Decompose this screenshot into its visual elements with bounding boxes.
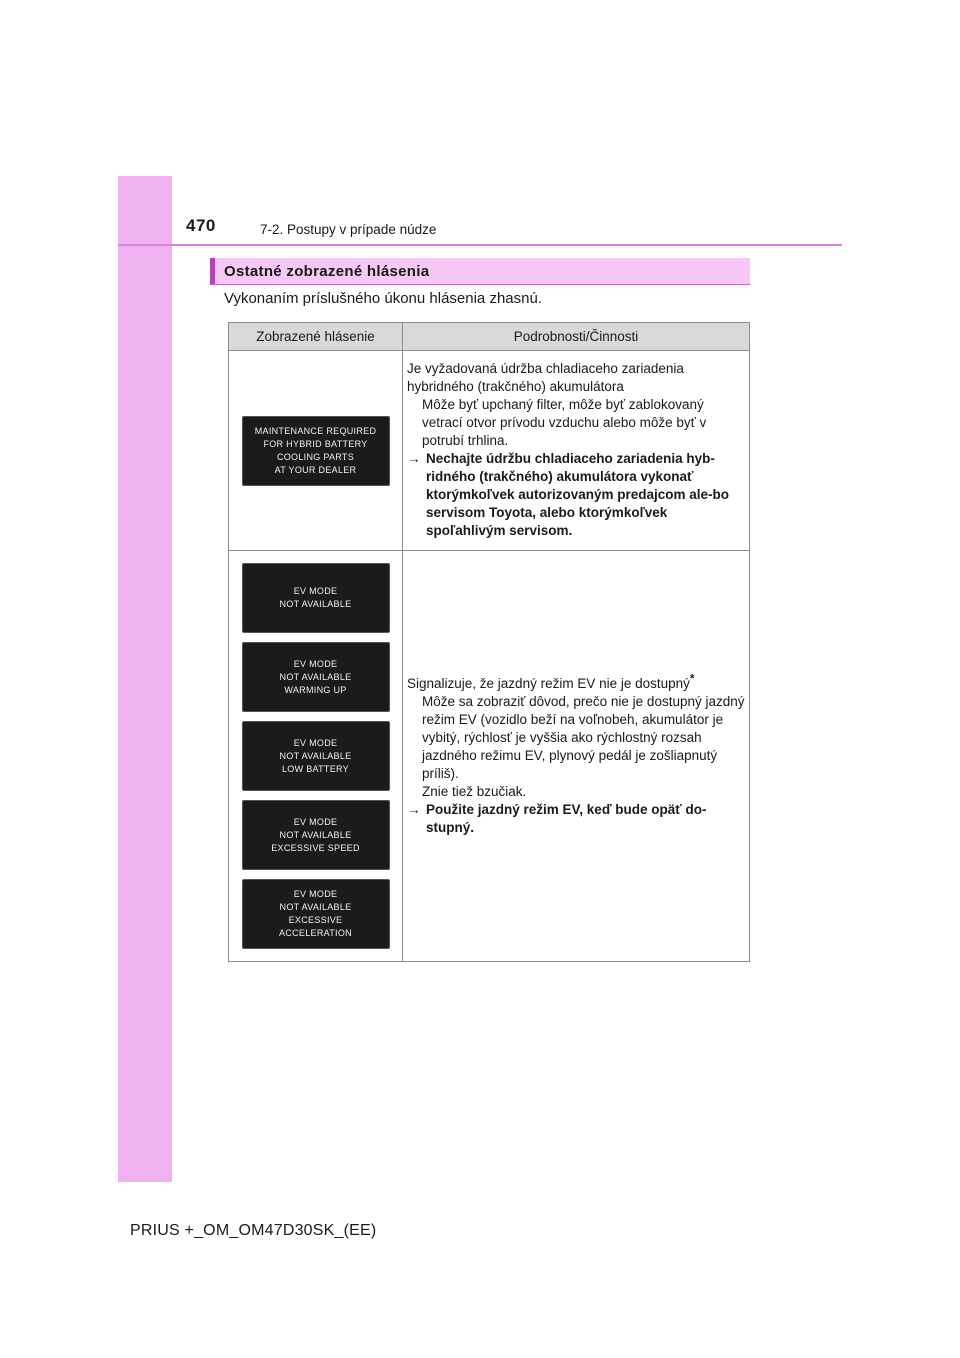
details-cell xyxy=(403,351,750,551)
screen-line: EV MODE xyxy=(293,658,338,669)
details-summary: Je vyžadovaná údržba chladiaceho zariadenia hybridného (trakčného) akumulátora xyxy=(407,361,684,394)
display-screen-ev-low-battery xyxy=(242,721,390,791)
screen-line: NOT AVAILABLE xyxy=(279,750,352,761)
section-heading-accent xyxy=(210,258,215,284)
screen-line: EV MODE xyxy=(293,816,338,827)
section-heading-bar xyxy=(210,258,750,285)
column-header-display: Zobrazené hlásenie xyxy=(229,323,403,351)
table-row xyxy=(229,351,750,551)
screen-line: ACCELERATION xyxy=(279,928,352,938)
display-screen-ev-excessive-speed xyxy=(242,800,390,870)
table-row xyxy=(229,551,750,962)
screen-line: EV MODE xyxy=(293,737,338,748)
summary-text: Signalizuje, že jazdný režim EV nie je dostupný xyxy=(407,675,690,691)
details-buzzer: Znie tiež bzučiak. xyxy=(422,783,527,799)
screen-line: EXCESSIVE xyxy=(288,915,343,925)
display-cell xyxy=(229,351,403,551)
screen-line: WARMING UP xyxy=(284,684,347,695)
arrow-icon: → xyxy=(407,451,421,466)
arrow-icon: → xyxy=(407,801,421,817)
page-number: 470 xyxy=(186,216,216,235)
screen-line: EV MODE xyxy=(293,889,338,899)
details-cell xyxy=(403,551,750,962)
screen-line: NOT AVAILABLE xyxy=(279,902,352,912)
screen-line: NOT AVAILABLE xyxy=(279,829,352,840)
display-screens-stack xyxy=(229,551,402,961)
screen-line: LOW BATTERY xyxy=(282,763,349,774)
section-intro: Vykonaním príslušného úkonu hlásenia zhasnú. xyxy=(224,290,542,307)
screen-line: AT YOUR DEALER xyxy=(274,464,357,475)
messages-table xyxy=(228,322,750,962)
display-screen-ev-not-available xyxy=(242,563,390,633)
chapter-title: 7-2. Postupy v prípade núdze xyxy=(260,222,437,237)
action-text: Použite jazdný režim EV, keď bude opäť do-stupný. xyxy=(426,801,707,835)
details-action xyxy=(407,801,745,837)
document-footer: PRIUS +_OM_OM47D30SK_(EE) xyxy=(130,1222,377,1239)
screen-line: NOT AVAILABLE xyxy=(279,671,352,682)
screen-line: COOLING PARTS xyxy=(276,451,355,462)
display-screen-maintenance xyxy=(242,416,390,486)
section-title: Ostatné zobrazené hlásenia xyxy=(224,263,430,280)
details-explanation: Môže byť upchaný filter, môže byť zablokovaný vetrací otvor prívodu vzduchu alebo môže byť v potrubí trhlina. xyxy=(422,397,707,448)
details-summary xyxy=(407,671,745,693)
display-screen-ev-warming-up xyxy=(242,642,390,712)
action-text: Nechajte údržbu chladiaceho zariadenia hyb-ridného (trakčného) akumulátora vykonať ktorýmkoľvek autorizovaným predajcom ale-bo servisom Toyota, alebo ktorýmkoľvek spoľahlivým servisom. xyxy=(426,451,730,538)
screen-line: NOT AVAILABLE xyxy=(279,599,352,609)
screen-line: MAINTENANCE REQUIRED xyxy=(254,425,377,436)
column-header-details: Podrobnosti/Činnosti xyxy=(403,323,750,351)
details-action xyxy=(407,450,745,540)
header-rule xyxy=(118,244,842,246)
screen-line: EV MODE xyxy=(293,586,338,596)
display-cell xyxy=(229,551,403,962)
details-explanation: Môže sa zobraziť dôvod, prečo nie je dostupný jazdný režim EV (vozidlo beží na voľnobeh, akumulátor je vybitý, rýchlosť je vyššia ako rýchlostný rozsah jazdného režimu EV, plynový pedál je zošliapnutý príliš). xyxy=(422,693,745,781)
table-header-row xyxy=(229,323,750,351)
screen-line: FOR HYBRID BATTERY xyxy=(263,438,368,449)
display-screen-ev-excessive-acceleration xyxy=(242,879,390,949)
side-tab-band xyxy=(118,176,172,1182)
screen-line: EXCESSIVE SPEED xyxy=(271,842,360,853)
footnote-mark: * xyxy=(689,671,695,685)
